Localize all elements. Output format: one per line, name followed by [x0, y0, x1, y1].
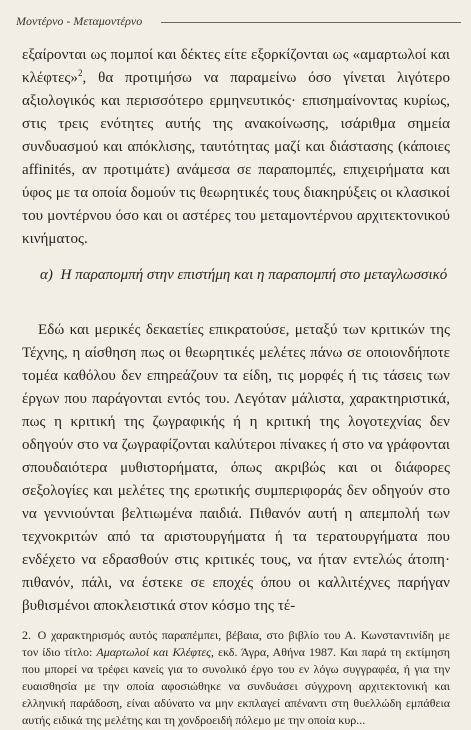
footnote-number: 2. [22, 628, 31, 642]
section-heading-number: α) [40, 267, 53, 283]
footnote [22, 627, 450, 729]
footnote-text-start: Ο χαρακτηρισμός αυτός παραπέμπει, βέβαια, στο βιβλίο του Α. Κωνσταντινίδη με τον ίδιο τίτλο: [22, 628, 451, 659]
footnote-book-title: Αμαρτωλοί και Κλέφτες [96, 645, 211, 659]
running-head [16, 13, 461, 33]
paragraph-1-text-end: , θα προτιμήσω να παραμείνω όσο γίνεται λιγότερο αξιολογικός και περισσότερο ερμηνευτικός· επισημαίνοντας κυρίως, στις τρεις ενότητες αυτής της ανακοίνωσης, ισάριθμα σημεία συνδυασμού και απόκλισης, ταυτότητας μαζί και διάστασης (κάποιες affinités, αν προτιμάτε) ανάμεσα σε παραπομπές, επιχειρήματα και ύφος με τα οποία δομούν τις θεωρητικές τους διακηρύξεις οι κλασικοί του μοντέρνου όσο και οι αστέρες του μεταμοντέρνου αρχιτεκτονικού κινήματος. [22, 70, 450, 247]
paragraph-1 [22, 44, 450, 251]
running-head-title: Μοντέρνο - Μεταμοντέρνο [16, 13, 150, 29]
paragraph-1-text-start: εξαίρονται ως πομποί και δέκτες είτε εξορκίζονται ως «αμαρτωλοί και κλέφτες» [22, 47, 450, 86]
footnote-text-end: , εκδ. Άγρα, Αθήνα 1987. Και παρά τη εκτίμηση που μπορεί να τρέφει κανείς για το συνολικό έργο του εν λόγω συγγραφέα, ή για την ευαισθησία με την οποία αφοσιώθηκε να συνδυάσει σύγχρονη αρχιτεκτονική και ελληνική παράδοση, είναι αδύνατο να μην εκπλαγεί απέναντι στη θυελλώδη εμπάθεια αυτής ειδικά της μελέτης και τη χονδροειδή πόλεμο με την οποία κυρ... [22, 645, 450, 727]
running-head-rule [161, 22, 461, 23]
section-heading [40, 265, 450, 286]
footnote-reference[interactable]: 2 [77, 68, 83, 78]
section-heading-text: Η παραπομπή στην επιστήμη και η παραπομπή στο μεταγλωσσικό [60, 267, 448, 283]
paragraph-2-text: Εδώ και μερικές δεκαετίες επικρατούσε, μεταξύ των κριτικών της Τέχνης, η αίσθηση πως οι θεωρητικές μελέτες πάνω σε οποιονδήποτε τομέα καθόλου δεν επηρεάζουν τα είδη, τις μορφές ή τις τάσεις των έργων που παράγονται εντός του. Λεγόταν μάλιστα, χαρακτηριστικά, πως η κριτική της ζωγραφικής ή η κριτική της λογοτεχνίας δεν οδηγούν στο να ζωγραφίζονται καλύτεροι πίνακες ή στο να γράφονται σπουδαιότερα μυθιστορήματα, όπως ακριβώς και οι διάφορες σεξολογίες και μελέτες της ερωτικής συμπεριφοράς δεν οδηγούν στο να γεννιούνται βελτιωμένα παιδιά. Πιθανόν αυτή η απεμπολή των τεχνοκριτών από τα αριστουργήματα ή τα τερατουργήματα που ενδέχετο να εδρασθούν στις κριτικές τους, να ήταν εντελώς άτοπη· πιθανόν, πάλι, να έστεκε σε εποχές όπου οι καλλιτέχνες παρήγαν βυθισμένοι αποκλειστικά στον κόσμο της τέ- [22, 322, 450, 614]
paragraph-2 [22, 319, 450, 618]
